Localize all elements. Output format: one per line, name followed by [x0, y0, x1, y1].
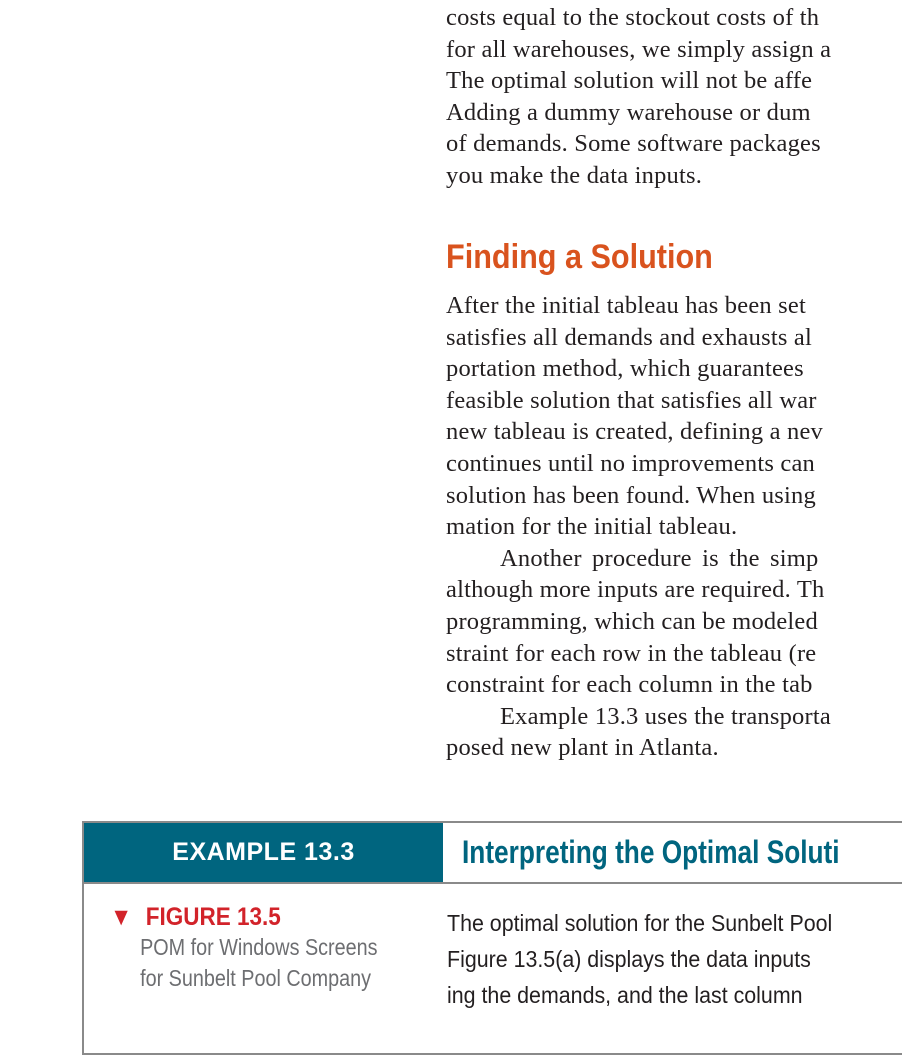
- text-line: Another procedure is the simp: [500, 544, 819, 572]
- text-line: continues until no improvements can: [446, 449, 815, 477]
- example-label: EXAMPLE 13.3: [84, 823, 443, 882]
- text-line: Figure 13.5(a) displays the data inputs: [447, 946, 811, 972]
- text-line: straint for each row in the tableau (re: [446, 639, 817, 667]
- text-line: portation method, which guarantees: [446, 355, 804, 383]
- text-line: although more inputs are required. Th: [446, 576, 825, 604]
- text-line: After the initial tableau has been set: [446, 292, 806, 319]
- text-line: feasible solution that satisfies all war: [446, 386, 817, 414]
- text-line: you make the data inputs.: [446, 161, 703, 189]
- figure-title: [110, 903, 390, 932]
- triangle-marker-icon: ▼: [110, 903, 133, 931]
- figure-number: FIGURE 13.5: [145, 903, 281, 931]
- example-title: Interpreting the Optimal Soluti: [462, 834, 840, 870]
- text-line: Adding a dummy warehouse or dum: [446, 98, 811, 126]
- example-box: [82, 821, 902, 1055]
- section-heading: Finding a Solution: [446, 238, 713, 276]
- text-line: for all warehouses, we simply assign a: [446, 35, 832, 63]
- figure-caption-line: for Sunbelt Pool Company: [140, 965, 372, 991]
- text-line: constraint for each column in the tab: [446, 671, 813, 699]
- figure-caption-line: POM for Windows Screens: [140, 934, 378, 960]
- example-body: [447, 905, 902, 1013]
- text-line: satisfies all demands and exhausts al: [446, 323, 812, 351]
- text-line: ing the demands, and the last column: [447, 982, 803, 1008]
- example-header: [84, 823, 902, 884]
- text-line: programming, which can be modeled: [446, 607, 818, 635]
- text-line: costs equal to the stockout costs of th: [446, 4, 820, 31]
- text-line: The optimal solution will not be affe: [446, 67, 813, 95]
- section-paragraphs: [446, 290, 902, 764]
- text-line: solution has been found. When using: [446, 481, 816, 509]
- figure-caption-block: [110, 903, 421, 994]
- text-line: The optimal solution for the Sunbelt Pool: [447, 910, 833, 936]
- text-line: posed new plant in Atlanta.: [446, 734, 719, 762]
- intro-paragraph: [446, 2, 902, 192]
- text-line: of demands. Some software packages: [446, 130, 821, 158]
- text-line: Example 13.3 uses the transporta: [500, 702, 831, 730]
- text-line: mation for the initial tableau.: [446, 513, 738, 541]
- text-line: new tableau is created, defining a nev: [446, 418, 823, 446]
